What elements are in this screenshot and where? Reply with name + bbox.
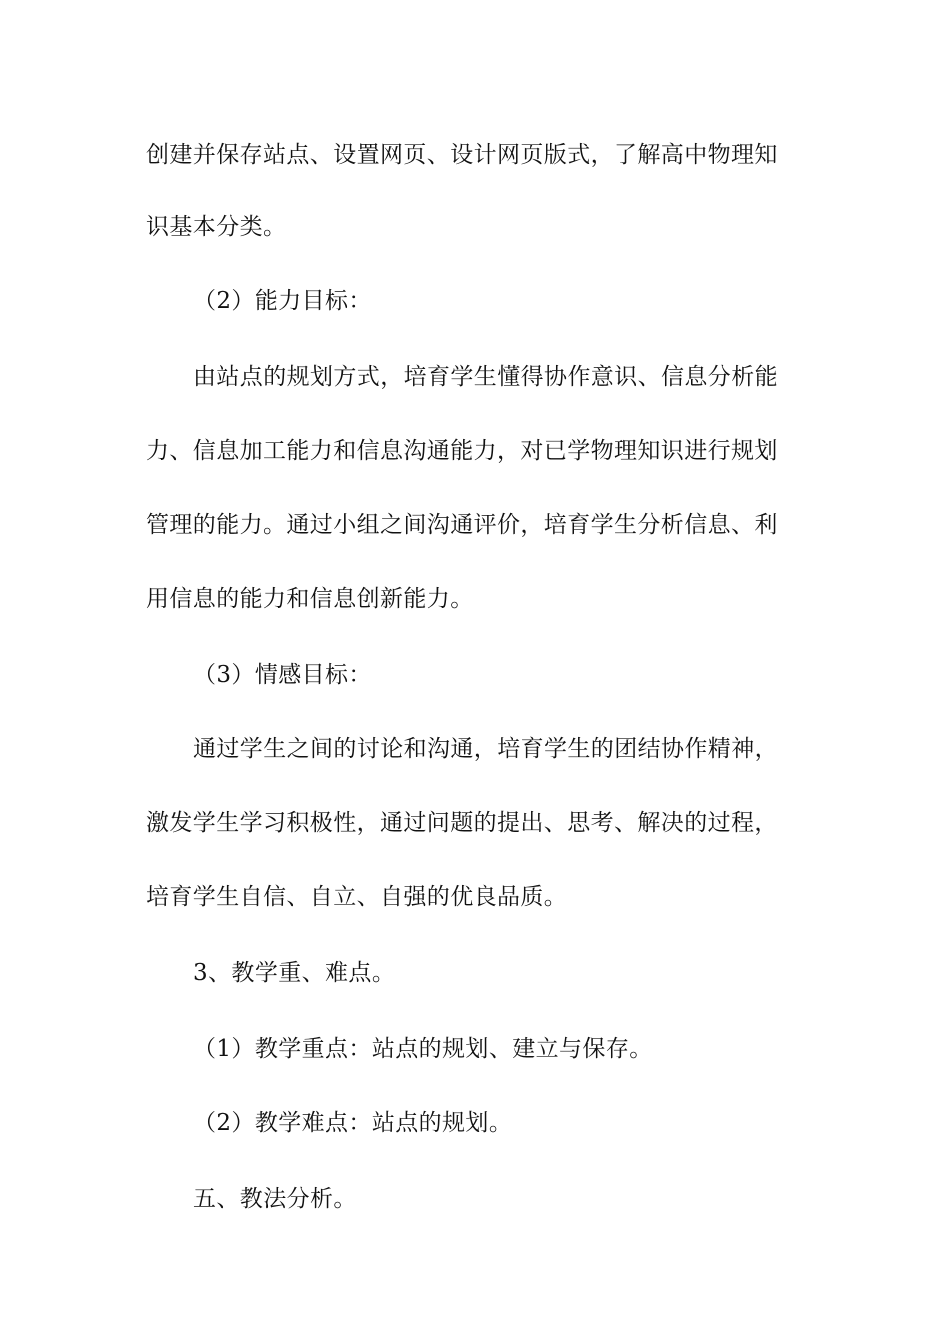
- text-line: 通过学生之间的讨论和沟通，培育学生的团结协作精神，: [193, 736, 778, 762]
- text-line: 培育学生自信、自立、自强的优良品质。: [146, 884, 568, 910]
- text-line: 用信息的能力和信息创新能力。: [146, 586, 474, 612]
- text-line: （1）教学重点：站点的规划、建立与保存。: [193, 1036, 653, 1062]
- text-line: 管理的能力。通过小组之间沟通评价，培育学生分析信息、利: [146, 512, 778, 538]
- text-line: （2）教学难点：站点的规划。: [193, 1110, 513, 1136]
- text-line: 由站点的规划方式，培育学生懂得协作意识、信息分析能: [193, 364, 778, 390]
- text-line: 力、信息加工能力和信息沟通能力，对已学物理知识进行规划: [146, 438, 778, 464]
- section-heading: 五、教法分析。: [193, 1186, 357, 1212]
- section-heading: （2）能力目标：: [193, 288, 372, 314]
- section-heading: 3、教学重、难点。: [193, 960, 396, 986]
- text-line: 创建并保存站点、设置网页、设计网页版式，了解高中物理知: [146, 142, 778, 168]
- text-line: 识基本分类。: [146, 214, 287, 240]
- text-line: 激发学生学习积极性，通过问题的提出、思考、解决的过程，: [146, 810, 778, 836]
- section-heading: （3）情感目标：: [193, 662, 372, 688]
